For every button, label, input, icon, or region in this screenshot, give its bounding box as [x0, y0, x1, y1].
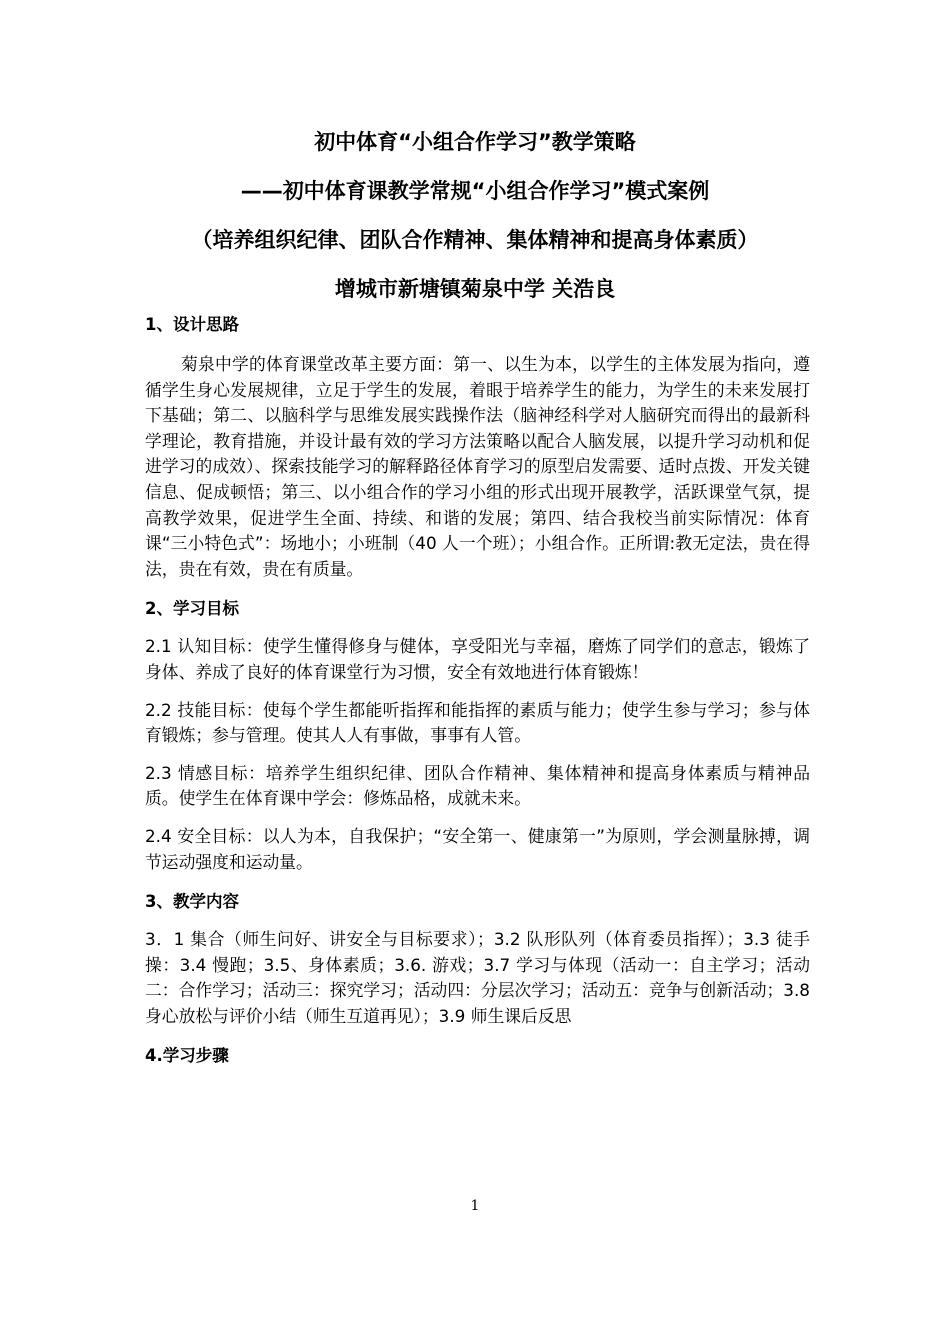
author-line: 增城市新塘镇菊泉中学 关浩良 — [334, 277, 616, 301]
goal-cognitive: 2.1 认知目标：使学生懂得修身与健体，享受阳光与幸福，磨炼了同学们的意志，锻炼了身体、养成了良好的体育课堂行为习惯，安全有效地进行体育锻炼！ — [145, 636, 810, 682]
subtitle: ——初中体育课教学常规“小组合作学习”模式案例 — [240, 179, 710, 203]
section-heading-goals: 2、学习目标 — [145, 599, 239, 619]
goal-safety: 2.4 安全目标：以人为本，自我保护；“安全第一、健康第一”为原则，学会测量脉搏，调节运动强度和运动量。 — [145, 825, 810, 872]
title-block — [0, 118, 950, 314]
document-body — [145, 312, 810, 1069]
content-paragraph: 3．1 集合（师生问好、讲安全与目标要求）；3.2 队形队列（体育委员指挥）；3.3 徒手操：3.4 慢跑；3.5、身体素质；3.6. 游戏；3.7 学习与体现（活动一：自主学习；活动二：合作学习；活动三：探究学习；活动四：分层次学习；活动五：竞争与创新活动；3.8 身心放松与评价小结（师生互道再见）；3.9 师生课后反思 — [145, 929, 810, 1026]
section-heading-steps: 4.学习步骤 — [145, 1046, 229, 1066]
section-heading-content: 3、教学内容 — [145, 892, 239, 912]
design-paragraph: 菊泉中学的体育课堂改革主要方面：第一、以生为本，以学生的主体发展为指向，遵循学生身心发展规律，立足于学生的发展，着眼于培养学生的能力，为学生的未来发展打下基础；第二、以脑科学与思维发展实践操作法（脑神经科学对人脑研究而得出的最新科学理论，教育措施，并设计最有效的学习方法策略以配合人脑发展，以提升学习动机和促进学习的成效）、探索技能学习的解释路径体育学习的原型启发需要、适时点拨、开发关键信息、促成顿悟；第三、以小组合作的学习小组的形式出现开展教学，活跃课堂气氛，提高教学效果，促进学生全面、持续、和谐的发展；第四、结合我校当前实际情况：体育课“三小特色式”：场地小；小班制（40 人一个班）；小组合作。正所谓:教无定法，贵在得法，贵在有效，贵在有质量。 — [145, 354, 810, 579]
page-number: 1 — [470, 1198, 480, 1214]
section-heading-design: 1、设计思路 — [145, 315, 239, 334]
subtitle-purpose: （培养组织纪律、团队合作精神、集体精神和提高身体素质） — [191, 228, 759, 252]
goal-emotion: 2.3 情感目标：培养学生组织纪律、团队合作精神、集体精神和提高身体素质与精神品质。使学生在体育课中学会：修炼品格，成就未来。 — [145, 762, 810, 809]
main-title: 初中体育“小组合作学习”教学策略 — [314, 130, 636, 154]
goal-skill: 2.2 技能目标：使每个学生都能听指挥和能指挥的素质与能力；使学生参与学习；参与体育锻炼；参与管理。使其人人有事做，事事有人管。 — [145, 699, 810, 746]
